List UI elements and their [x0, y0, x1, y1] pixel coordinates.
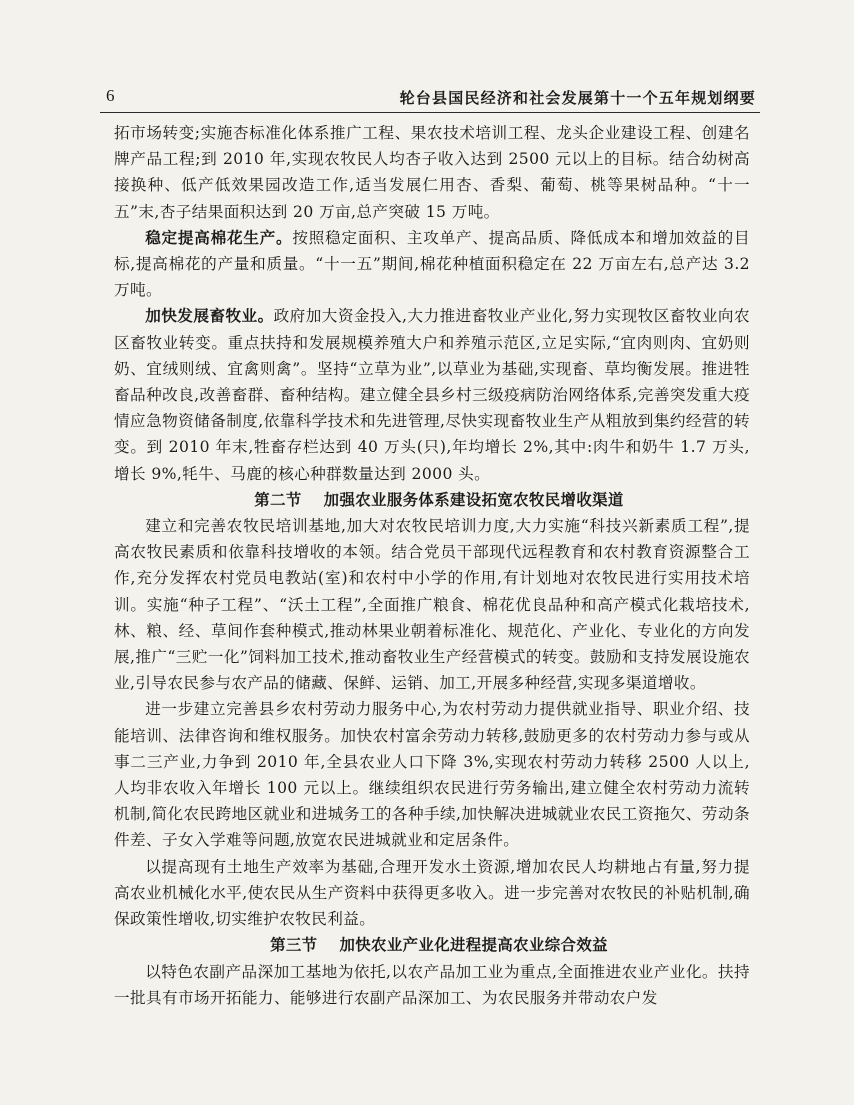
running-title: 轮台县国民经济和社会发展第十一个五年规划纲要: [399, 89, 756, 107]
page-number: 6: [106, 86, 115, 105]
section-heading-2: [114, 487, 750, 513]
section-title-3: 加快农业产业化进程提高农业综合效益: [339, 936, 608, 955]
running-header: [100, 84, 760, 113]
section-number-3: 第三节: [270, 936, 318, 955]
paragraph-industrialization: 以特色农副产品深加工基地为依托,以农产品加工业为重点,全面推进农业产业化。扶持一批具有市场开拓能力、能够进行农副产品深加工、为农民服务并带动农户发: [114, 962, 750, 1007]
paragraph-body-livestock: 政府加大资金投入,大力推进畜牧业产业化,努力实现牧区畜牧业向农区畜牧业转变。重点扶持和发展规模养殖大户和养殖示范区,立足实际,“宜肉则肉、宜奶则奶、宜绒则绒、宜禽则禽”。坚持“立草为业”,以草业为基础,实现畜、草均衡发展。推进牲畜品种改良,改善畜群、畜种结构。建立健全县乡村三级疫病防治网络体系,完善突发重大疫情应急物资储备制度,依靠科学技术和先进管理,尽快实现畜牧业生产从粗放到集约经营的转变。到 2010 年末,牲畜存栏达到 40 万头(只),年均增长 2%,其中:肉牛和奶牛 1.7 万头,增长 9%,牦牛、马鹿的核心种群数量达到 2000 头。: [114, 307, 750, 483]
body-text: [114, 120, 750, 1011]
paragraph-body-cotton: 按照稳定面积、主攻单产、提高品质、降低成本和增加效益的目标,提高棉花的产量和质量。“十一五”期间,棉花种植面积稳定在 22 万亩左右,总产达 3.2 万吨。: [114, 228, 750, 300]
paragraph-cotton: [114, 225, 750, 304]
paragraph-apricot-continued: 拓市场转变;实施杏标准化体系推广工程、果农技术培训工程、龙头企业建设工程、创建名牌产品工程;到 2010 年,实现农牧民人均杏子收入达到 2500 元以上的目标。结合幼树高接换种、低产低效果园改造工作,适当发展仁用杏、香梨、葡萄、桃等果树品种。“十一五”末,杏子结果面积达到 20 万亩,总产突破 15 万吨。: [114, 124, 750, 221]
paragraph-training: 建立和完善农牧民培训基地,加大对农牧民培训力度,大力实施“科技兴新素质工程”,提高农牧民素质和依靠科技增收的本领。结合党员干部现代远程教育和农村教育资源整合工作,充分发挥农村党员电教站(室)和农村中小学的作用,有计划地对农牧民进行实用技术培训。实施“种子工程”、“沃土工程”,全面推广粮食、棉花优良品种和高产模式化栽培技术,林、粮、经、草间作套种模式,推动林果业朝着标准化、规范化、产业化、专业化的方向发展,推广“三贮一化”饲料加工技术,推动畜牧业生产经营模式的转变。鼓励和支持发展设施农业,引导农民参与农产品的储藏、保鲜、运销、加工,开展多种经营,实现多渠道增收。: [114, 517, 750, 693]
paragraph-land: 以提高现有土地生产效率为基础,合理开发水土资源,增加农民人均耕地占有量,努力提高农业机械化水平,使农民从生产资料中获得更多收入。进一步完善对农牧民的补贴机制,确保政策性增收,切实维护农牧民利益。: [114, 857, 750, 929]
section-heading-3: [114, 932, 750, 958]
paragraph-livestock: [114, 303, 750, 486]
paragraph-lead-cotton: 稳定提高棉花生产。: [145, 227, 293, 247]
paragraph-labor: 进一步建立完善县乡农村劳动力服务中心,为农村劳动力提供就业指导、职业介绍、技能培训、法律咨询和维权服务。加快农村富余劳动力转移,鼓励更多的农村劳动力参与或从事二三产业,力争到 2010 年,全县农业人口下降 3%,实现农村劳动力转移 2500 人以上,人均非农收入年增长 100 元以上。继续组织农民进行劳务输出,建立健全农村劳动力流转机制,简化农民跨地区就业和进城务工的各种手续,加快解决进城就业农民工资拖欠、劳动条件差、子女入学难等问题,放宽农民进城就业和定居条件。: [114, 700, 750, 850]
section-title-2: 加强农业服务体系建设拓宽农牧民增收渠道: [323, 490, 624, 509]
section-number-2: 第二节: [254, 490, 302, 509]
paragraph-lead-livestock: 加快发展畜牧业。: [145, 306, 274, 326]
